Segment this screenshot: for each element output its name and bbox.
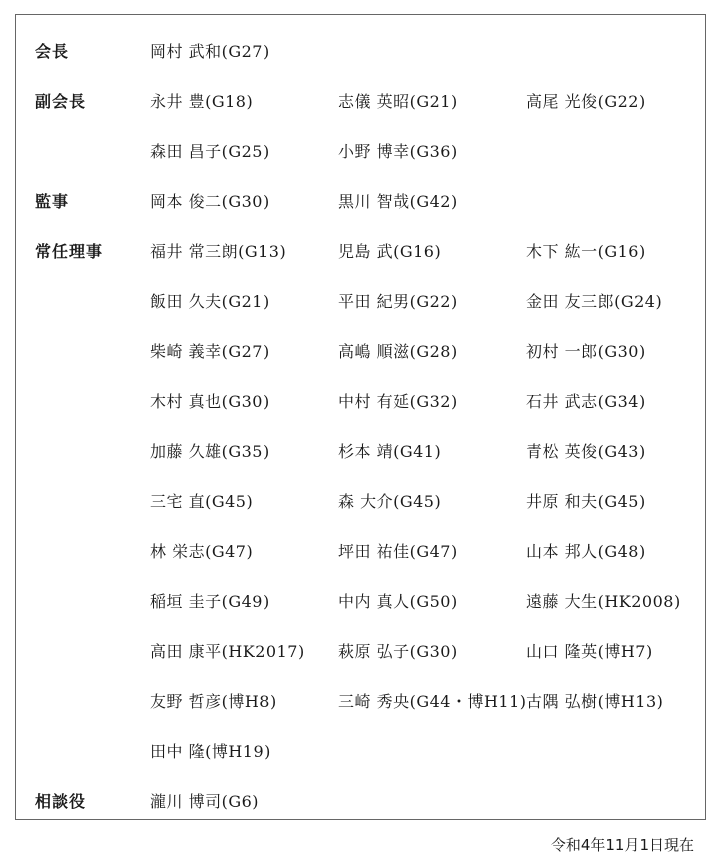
director-name: 田中 隆(博H19) xyxy=(150,742,271,761)
director-name: 木村 真也(G30) xyxy=(150,392,270,411)
director-name: 飯田 久夫(G21) xyxy=(150,292,270,311)
auditor-name: 岡本 俊二(G30) xyxy=(150,192,270,211)
director-name: 遠藤 大生(HK2008) xyxy=(526,592,681,611)
director-name: 高嶋 順滋(G28) xyxy=(338,342,458,361)
director-name: 柴崎 義幸(G27) xyxy=(150,342,270,361)
director-name: 山口 隆英(博H7) xyxy=(526,642,653,661)
director-name: 初村 一郎(G30) xyxy=(526,342,646,361)
director-name: 井原 和夫(G45) xyxy=(526,492,646,511)
director-name: 中村 有延(G32) xyxy=(338,392,458,411)
vice-president-name: 永井 豊(G18) xyxy=(150,92,254,111)
director-name: 坪田 祐佳(G47) xyxy=(338,542,458,561)
director-name: 古隅 弘樹(博H13) xyxy=(526,692,664,711)
director-name: 森 大介(G45) xyxy=(338,492,442,511)
director-name: 児島 武(G16) xyxy=(338,242,442,261)
role-executive-director: 常任理事 xyxy=(35,242,104,261)
director-name: 山本 邦人(G48) xyxy=(526,542,646,561)
vice-president-name: 志儀 英昭(G21) xyxy=(338,92,458,111)
director-name: 稲垣 圭子(G49) xyxy=(150,592,270,611)
director-name: 三崎 秀央(G44・博H11) xyxy=(338,692,527,711)
director-name: 福井 常三朗(G13) xyxy=(150,242,287,261)
role-auditor: 監事 xyxy=(35,192,70,211)
director-name: 青松 英俊(G43) xyxy=(526,442,646,461)
director-name: 友野 哲彦(博H8) xyxy=(150,692,277,711)
advisor-name: 瀧川 博司(G6) xyxy=(150,792,260,811)
as-of-date: 令和4年11月1日現在 xyxy=(550,836,694,854)
director-name: 杉本 靖(G41) xyxy=(338,442,442,461)
role-advisor: 相談役 xyxy=(35,792,87,811)
director-name: 林 栄志(G47) xyxy=(150,542,254,561)
director-name: 萩原 弘子(G30) xyxy=(338,642,458,661)
auditor-name: 黒川 智哉(G42) xyxy=(338,192,458,211)
vice-president-name: 小野 博幸(G36) xyxy=(338,142,458,161)
president-name: 岡村 武和(G27) xyxy=(150,42,270,61)
director-name: 石井 武志(G34) xyxy=(526,392,646,411)
officer-table xyxy=(15,14,706,820)
director-name: 金田 友三郎(G24) xyxy=(526,292,663,311)
role-president: 会長 xyxy=(35,42,70,61)
director-name: 加藤 久雄(G35) xyxy=(150,442,270,461)
director-name: 木下 紘一(G16) xyxy=(526,242,646,261)
director-name: 三宅 直(G45) xyxy=(150,492,254,511)
vice-president-name: 森田 昌子(G25) xyxy=(150,142,270,161)
director-name: 中内 真人(G50) xyxy=(338,592,458,611)
director-name: 高田 康平(HK2017) xyxy=(150,642,305,661)
director-name: 平田 紀男(G22) xyxy=(338,292,458,311)
vice-president-name: 高尾 光俊(G22) xyxy=(526,92,646,111)
role-vice-president: 副会長 xyxy=(35,92,87,111)
